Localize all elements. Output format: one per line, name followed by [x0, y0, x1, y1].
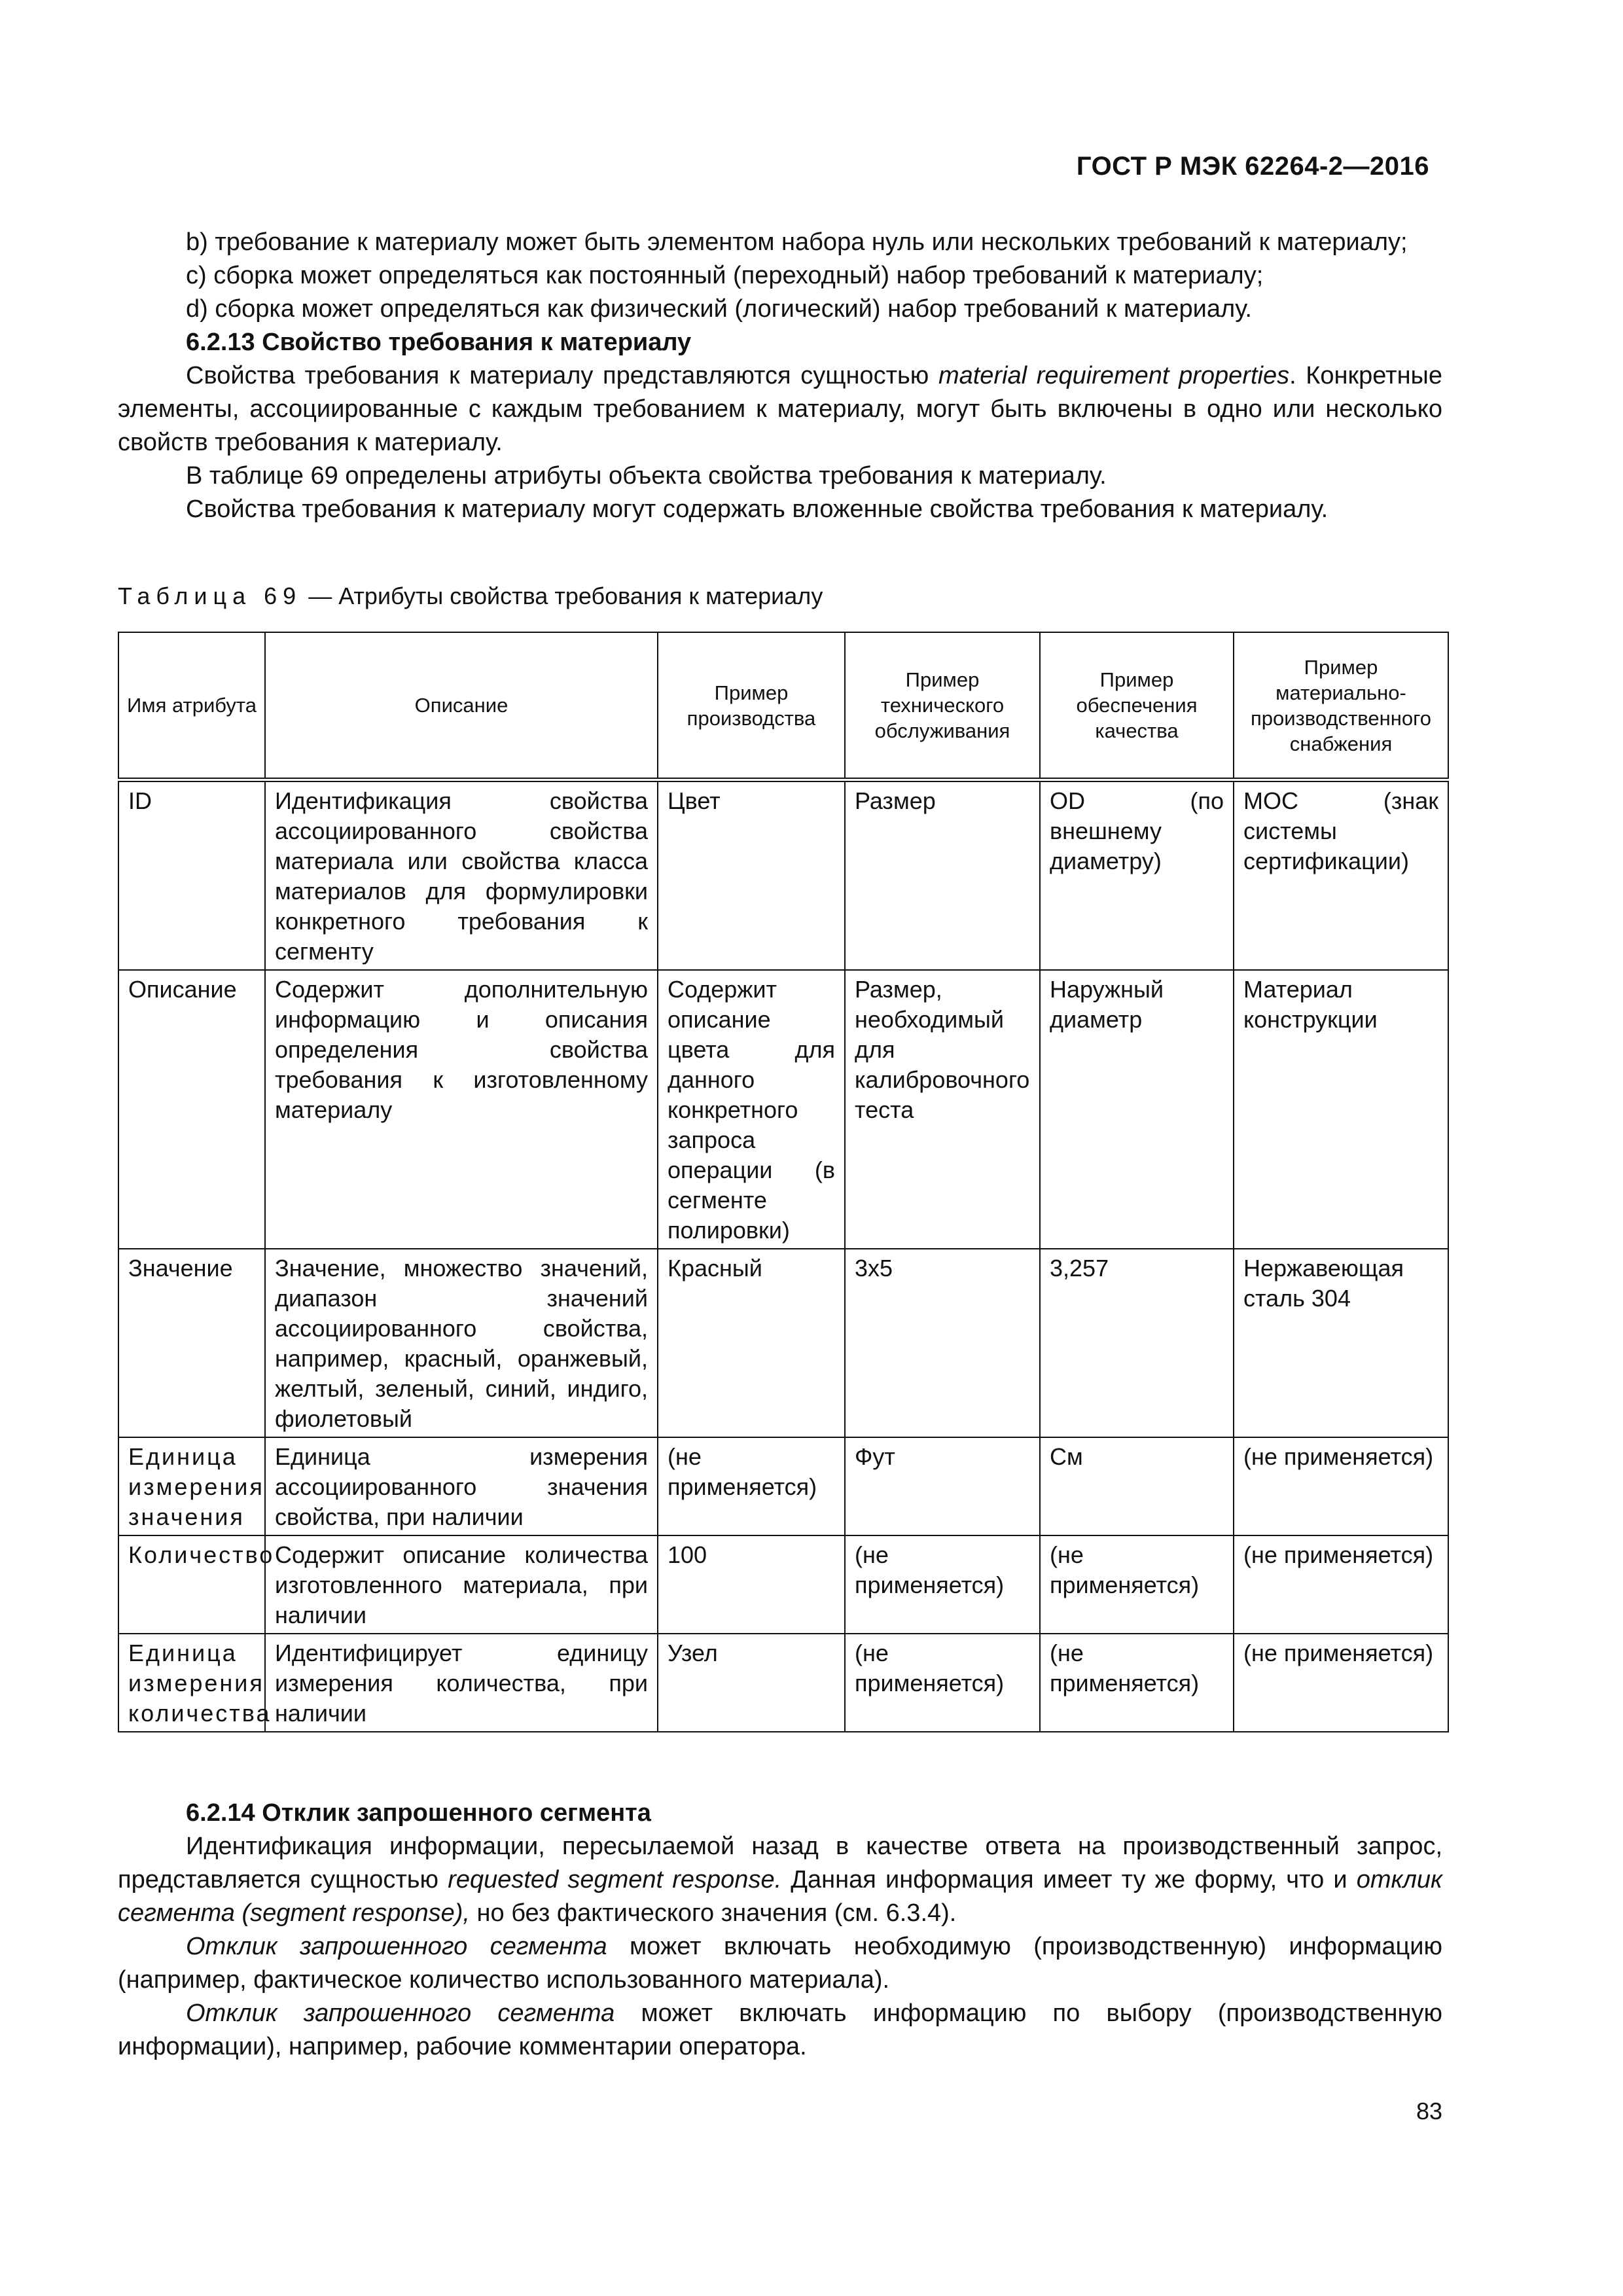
cell-maintenance: (не применяется): [845, 1634, 1040, 1732]
table-row: [118, 780, 1448, 971]
paragraph-required-info: Отклик запрошенного сегмента может включать необходимую (производственную) информацию (например, фактическое количество использованного материала).: [118, 1933, 1442, 1994]
paragraph-properties: Свойства требования к материалу представляются сущностью material requirement properties. Конкретные элементы, ассоциированные с каждым требованием к материалу, могут быть включены в одно или несколько свойств требования к материалу.: [118, 362, 1442, 456]
page-number: 83: [1416, 2098, 1442, 2125]
paragraph-optional-info: Отклик запрошенного сегмента может включать информацию по выбору (производственную информации), например, рабочие комментарии оператора.: [118, 2000, 1442, 2060]
paragraph-nested: Свойства требования к материалу могут содержать вложенные свойства требования к материалу.: [186, 495, 1329, 523]
cell-description: Содержит дополнительную информацию и описания определения свойства требования к изготовленному материалу: [265, 970, 658, 1249]
cell-attribute-name: ID: [118, 780, 265, 971]
table-row: [118, 1634, 1448, 1732]
cell-maintenance: (не применяется): [845, 1535, 1040, 1634]
attributes-table: [118, 632, 1449, 1732]
standard-code: ГОСТ Р МЭК 62264-2—2016: [1076, 152, 1429, 181]
paragraph-response-definition: Идентификация информации, пересылаемой назад в качестве ответа на производственный запрос, представляется сущностью requested segment response. Данная информация имеет ту же форму, что и отклик сегмента (segment response), но без фактического значения (см. 6.3.4).: [118, 1833, 1442, 1927]
section-title-6-2-13: 6.2.13 Свойство требования к материалу: [186, 329, 692, 356]
cell-description: Значение, множество значений, диапазон значений ассоциированного свойства, например, красный, оранжевый, желтый, зеленый, синий, индиго, фиолетовый: [265, 1249, 658, 1437]
header-production-example: Пример производства: [658, 632, 845, 780]
cell-inventory: MOC (знак системы сертификации): [1234, 780, 1448, 971]
paragraph-table-ref: В таблице 69 определены атрибуты объекта свойства требования к материалу.: [186, 462, 1107, 490]
cell-attribute-name: Количество: [118, 1535, 265, 1634]
cell-inventory: (не применяется): [1234, 1634, 1448, 1732]
table-row: [118, 1437, 1448, 1535]
table-row: [118, 1535, 1448, 1634]
cell-description: Единица измерения ассоциированного значения свойства, при наличии: [265, 1437, 658, 1535]
cell-production: Содержит описание цвета для данного конкретного запроса операции (в сегменте полировки): [658, 970, 845, 1249]
header-description: Описание: [265, 632, 658, 780]
list-item-b: b) требование к материалу может быть элементом набора нуль или нескольких требований к материалу;: [186, 228, 1408, 256]
table-header-row: [118, 632, 1448, 780]
header-inventory-example: Пример материально-производственного снабжения: [1234, 632, 1448, 780]
cell-quality: См: [1040, 1437, 1234, 1535]
header-attribute-name: Имя атрибута: [118, 632, 265, 780]
cell-quality: (не применяется): [1040, 1535, 1234, 1634]
cell-description: Идентифицирует единицу измерения количества, при наличии: [265, 1634, 658, 1732]
cell-quality: (не применяется): [1040, 1634, 1234, 1732]
cell-production: 100: [658, 1535, 845, 1634]
list-item-d: d) сборка может определяться как физический (логический) набор требований к материалу.: [186, 295, 1252, 323]
cell-attribute-name: Единица измерения количества: [118, 1634, 265, 1732]
term-italic: material requirement properties: [938, 362, 1290, 389]
table-caption: [118, 583, 823, 610]
cell-attribute-name: Значение: [118, 1249, 265, 1437]
cell-maintenance: Размер: [845, 780, 1040, 971]
cell-attribute-name: Описание: [118, 970, 265, 1249]
cell-attribute-name: Единица измерения значения: [118, 1437, 265, 1535]
cell-description: Содержит описание количества изготовленного материала, при наличии: [265, 1535, 658, 1634]
cell-production: (не применяется): [658, 1437, 845, 1535]
table-row: [118, 970, 1448, 1249]
header-quality-example: Пример обеспечения качества: [1040, 632, 1234, 780]
cell-production: Красный: [658, 1249, 845, 1437]
response-section: [118, 1797, 1442, 2064]
cell-inventory: Материал конструкции: [1234, 970, 1448, 1249]
term-italic: Отклик запрошенного сегмента: [186, 2000, 615, 2027]
cell-quality: OD (по внешнему диаметру): [1040, 780, 1234, 971]
cell-inventory: (не применяется): [1234, 1437, 1448, 1535]
table-row: [118, 1249, 1448, 1437]
header-maintenance-example: Пример технического обслуживания: [845, 632, 1040, 780]
cell-description: Идентификация свойства ассоциированного свойства материала или свойства класса материалов для формулировки конкретного требования к сегменту: [265, 780, 658, 971]
term-italic: отклик сегмента (segment response),: [118, 1866, 1442, 1927]
cell-maintenance: Размер, необходимый для калибровочного теста: [845, 970, 1040, 1249]
table-caption-label: Таблица 69: [118, 583, 302, 609]
cell-maintenance: Фут: [845, 1437, 1040, 1535]
cell-maintenance: 3x5: [845, 1249, 1040, 1437]
cell-inventory: (не применяется): [1234, 1535, 1448, 1634]
intro-text: [118, 226, 1442, 526]
cell-inventory: Нержавеющая сталь 304: [1234, 1249, 1448, 1437]
term-italic: Отклик запрошенного сегмента: [186, 1933, 607, 1960]
cell-quality: 3,257: [1040, 1249, 1234, 1437]
cell-production: Цвет: [658, 780, 845, 971]
list-item-c: c) сборка может определяться как постоянный (переходный) набор требований к материалу;: [186, 262, 1264, 289]
cell-quality: Наружный диаметр: [1040, 970, 1234, 1249]
section-title-6-2-14: 6.2.14 Отклик запрошенного сегмента: [186, 1799, 651, 1827]
table-caption-text: — Атрибуты свойства требования к материалу: [302, 583, 823, 609]
term-italic: requested segment response.: [448, 1866, 782, 1893]
cell-production: Узел: [658, 1634, 845, 1732]
